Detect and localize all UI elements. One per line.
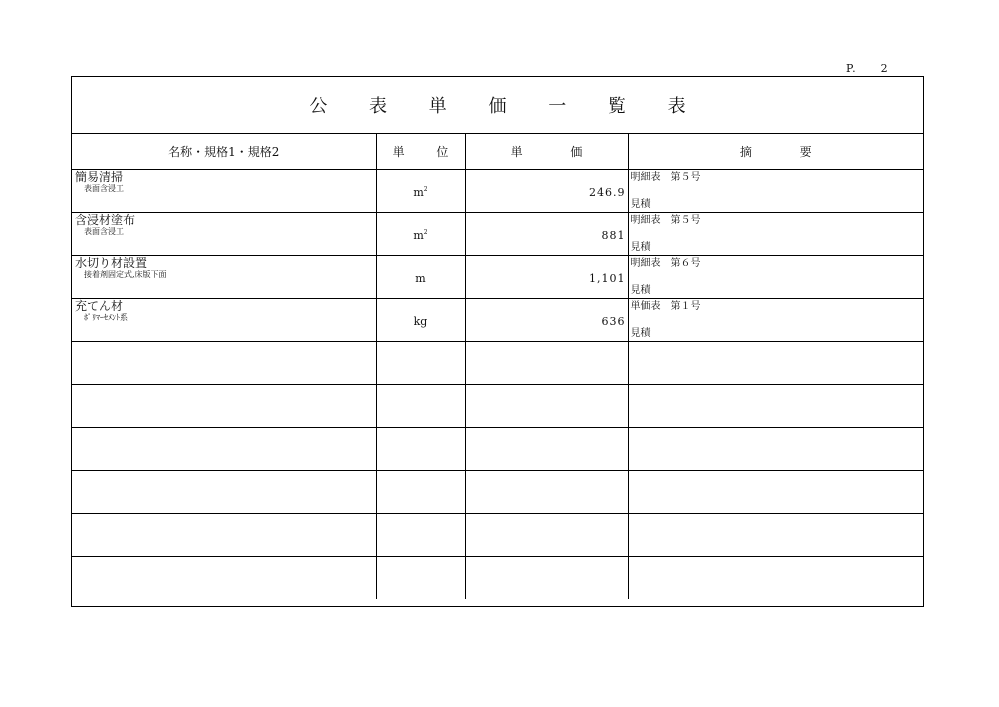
summary-cell — [628, 255, 923, 298]
table-header-row — [72, 134, 923, 169]
item-name-cell — [72, 341, 376, 384]
table-row[interactable] — [72, 212, 923, 255]
price-cell — [465, 427, 628, 470]
price-cell — [465, 556, 628, 599]
item-name: 充てん材 — [75, 298, 124, 313]
unit-cell — [376, 255, 465, 298]
item-price: 636 — [601, 314, 626, 328]
summary-cell — [628, 556, 923, 599]
item-unit — [377, 186, 465, 199]
unit-cell — [376, 384, 465, 427]
unit-cell — [376, 470, 465, 513]
unit-cell — [376, 341, 465, 384]
price-cell — [465, 384, 628, 427]
item-note: 見積 — [630, 284, 651, 296]
summary-cell — [628, 212, 923, 255]
empty-table-row — [72, 341, 923, 384]
item-name-cell — [72, 556, 376, 599]
item-name-cell — [72, 384, 376, 427]
unit-price-table — [72, 134, 923, 599]
unit-symbol: m — [413, 185, 424, 199]
item-note: 見積 — [630, 327, 651, 339]
unit-cell — [376, 169, 465, 212]
header-name: 名称・規格1・規格2 — [72, 134, 376, 169]
unit-exponent: 2 — [423, 185, 428, 193]
summary-cell — [628, 298, 923, 341]
unit-cell — [376, 513, 465, 556]
header-summary: 摘 要 — [628, 134, 923, 169]
empty-table-row — [72, 556, 923, 599]
header-unit: 単 位 — [376, 134, 465, 169]
empty-table-row — [72, 384, 923, 427]
item-summary: 明細表 第５号 — [630, 171, 701, 183]
unit-cell — [376, 298, 465, 341]
item-spec: 接着剤固定式,床版下面 — [84, 269, 167, 279]
unit-price-sheet — [71, 76, 924, 607]
item-note: 見積 — [630, 198, 651, 210]
item-summary: 単価表 第１号 — [630, 300, 701, 312]
item-name-cell — [72, 427, 376, 470]
table-row[interactable] — [72, 255, 923, 298]
unit-cell — [376, 212, 465, 255]
item-spec: ﾎﾟﾘﾏｰｾﾒﾝﾄ系 — [84, 312, 128, 322]
item-name-cell — [72, 255, 376, 298]
item-name: 簡易清掃 — [75, 169, 124, 184]
page-number-label: P. — [846, 62, 857, 75]
item-name: 水切り材設置 — [75, 255, 148, 270]
summary-cell — [628, 384, 923, 427]
sheet-title: 公 表 単 価 一 覧 表 — [72, 77, 923, 134]
summary-cell — [628, 341, 923, 384]
empty-table-row — [72, 427, 923, 470]
item-price: 1,101 — [589, 271, 626, 285]
page-number-value: 2 — [880, 62, 889, 75]
summary-cell — [628, 513, 923, 556]
item-unit — [377, 272, 465, 285]
summary-cell — [628, 427, 923, 470]
item-name-cell — [72, 513, 376, 556]
price-cell — [465, 298, 628, 341]
unit-cell — [376, 427, 465, 470]
item-unit — [377, 315, 465, 328]
table-body — [72, 169, 923, 599]
empty-table-row — [72, 513, 923, 556]
table-row[interactable] — [72, 298, 923, 341]
item-summary: 明細表 第５号 — [630, 214, 701, 226]
empty-table-row — [72, 470, 923, 513]
unit-exponent: 2 — [423, 228, 428, 236]
item-name-cell — [72, 169, 376, 212]
price-cell — [465, 341, 628, 384]
item-unit — [377, 229, 465, 242]
price-cell — [465, 212, 628, 255]
summary-cell — [628, 470, 923, 513]
unit-cell — [376, 556, 465, 599]
price-cell — [465, 513, 628, 556]
unit-symbol: m — [415, 271, 426, 285]
price-cell — [465, 470, 628, 513]
summary-cell — [628, 169, 923, 212]
table-row[interactable] — [72, 169, 923, 212]
price-cell — [465, 255, 628, 298]
unit-symbol: kg — [413, 314, 428, 328]
item-price: 881 — [601, 228, 626, 242]
item-name-cell — [72, 298, 376, 341]
item-name-cell — [72, 212, 376, 255]
price-cell — [465, 169, 628, 212]
item-summary: 明細表 第６号 — [630, 257, 701, 269]
item-spec: 表面含浸工 — [84, 183, 124, 193]
item-note: 見積 — [630, 241, 651, 253]
header-price: 単 価 — [465, 134, 628, 169]
unit-symbol: m — [413, 228, 424, 242]
item-price: 246.9 — [589, 185, 626, 199]
item-name: 含浸材塗布 — [75, 212, 136, 227]
item-spec: 表面含浸工 — [84, 226, 124, 236]
item-name-cell — [72, 470, 376, 513]
page-number — [846, 62, 889, 75]
